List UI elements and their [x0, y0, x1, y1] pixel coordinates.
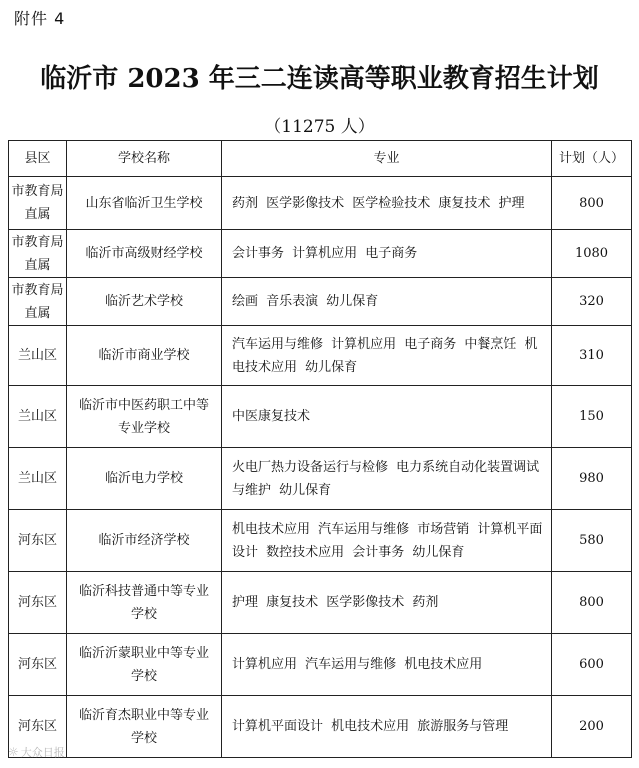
table-row [9, 572, 632, 634]
school-name-cell: 临沂育杰职业中等专业学校 [67, 696, 222, 758]
county-cell: 市教育局直属 [9, 278, 67, 326]
majors-cell: 绘画 音乐表演 幼儿保育 [222, 278, 552, 326]
majors-cell: 计算机平面设计 机电技术应用 旅游服务与管理 [222, 696, 552, 758]
table-row [9, 696, 632, 758]
header-majors: 专业 [222, 141, 552, 177]
plan-count-cell: 580 [552, 510, 632, 572]
watermark-logo-icon: ☼ [8, 745, 19, 759]
school-name-cell: 临沂市经济学校 [67, 510, 222, 572]
school-name-cell: 临沂市商业学校 [67, 326, 222, 386]
enrollment-plan-table [8, 140, 632, 758]
table-row [9, 510, 632, 572]
plan-count-cell: 150 [552, 386, 632, 448]
plan-count-cell: 600 [552, 634, 632, 696]
table-row [9, 230, 632, 278]
county-cell: 河东区 [9, 572, 67, 634]
school-name-cell: 临沂科技普通中等专业学校 [67, 572, 222, 634]
majors-cell: 汽车运用与维修 计算机应用 电子商务 中餐烹饪 机电技术应用 幼儿保育 [222, 326, 552, 386]
majors-cell: 机电技术应用 汽车运用与维修 市场营销 计算机平面设计 数控技术应用 会计事务 幼儿保育 [222, 510, 552, 572]
county-cell: 兰山区 [9, 326, 67, 386]
school-name-cell: 临沂市高级财经学校 [67, 230, 222, 278]
county-cell: 兰山区 [9, 448, 67, 510]
plan-count-cell: 980 [552, 448, 632, 510]
watermark-text: 大众日报 [20, 746, 65, 759]
school-name-cell: 临沂沂蒙职业中等专业学校 [67, 634, 222, 696]
plan-count-cell: 200 [552, 696, 632, 758]
county-cell: 市教育局直属 [9, 230, 67, 278]
header-plan-count: 计划（人） [552, 141, 632, 177]
table-row [9, 326, 632, 386]
table-row [9, 278, 632, 326]
table-row [9, 386, 632, 448]
majors-cell: 会计事务 计算机应用 电子商务 [222, 230, 552, 278]
table-row [9, 177, 632, 230]
watermark [8, 744, 65, 760]
plan-count-cell: 800 [552, 572, 632, 634]
majors-cell: 火电厂热力设备运行与检修 电力系统自动化装置调试与维护 幼儿保育 [222, 448, 552, 510]
table-row [9, 448, 632, 510]
header-county: 县区 [9, 141, 67, 177]
document-subtitle: （11275 人） [264, 117, 375, 137]
plan-count-cell: 320 [552, 278, 632, 326]
majors-cell: 中医康复技术 [222, 386, 552, 448]
school-name-cell: 临沂市中医药职工中等专业学校 [67, 386, 222, 448]
plan-count-cell: 310 [552, 326, 632, 386]
plan-count-cell: 800 [552, 177, 632, 230]
county-cell: 河东区 [9, 510, 67, 572]
county-cell: 河东区 [9, 634, 67, 696]
table-row [9, 634, 632, 696]
school-name-cell: 临沂艺术学校 [67, 278, 222, 326]
county-cell: 兰山区 [9, 386, 67, 448]
county-cell: 市教育局直属 [9, 177, 67, 230]
plan-count-cell: 1080 [552, 230, 632, 278]
school-name-cell: 临沂电力学校 [67, 448, 222, 510]
majors-cell: 护理 康复技术 医学影像技术 药剂 [222, 572, 552, 634]
school-name-cell: 山东省临沂卫生学校 [67, 177, 222, 230]
header-school-name: 学校名称 [67, 141, 222, 177]
majors-cell: 药剂 医学影像技术 医学检验技术 康复技术 护理 [222, 177, 552, 230]
document-title: 临沂市 2023 年三二连读高等职业教育招生计划 [40, 64, 599, 94]
table-header-row [9, 141, 632, 177]
county-cell: 河东区 [9, 696, 67, 758]
majors-cell: 计算机应用 汽车运用与维修 机电技术应用 [222, 634, 552, 696]
attachment-label: 附件 4 [14, 9, 66, 28]
